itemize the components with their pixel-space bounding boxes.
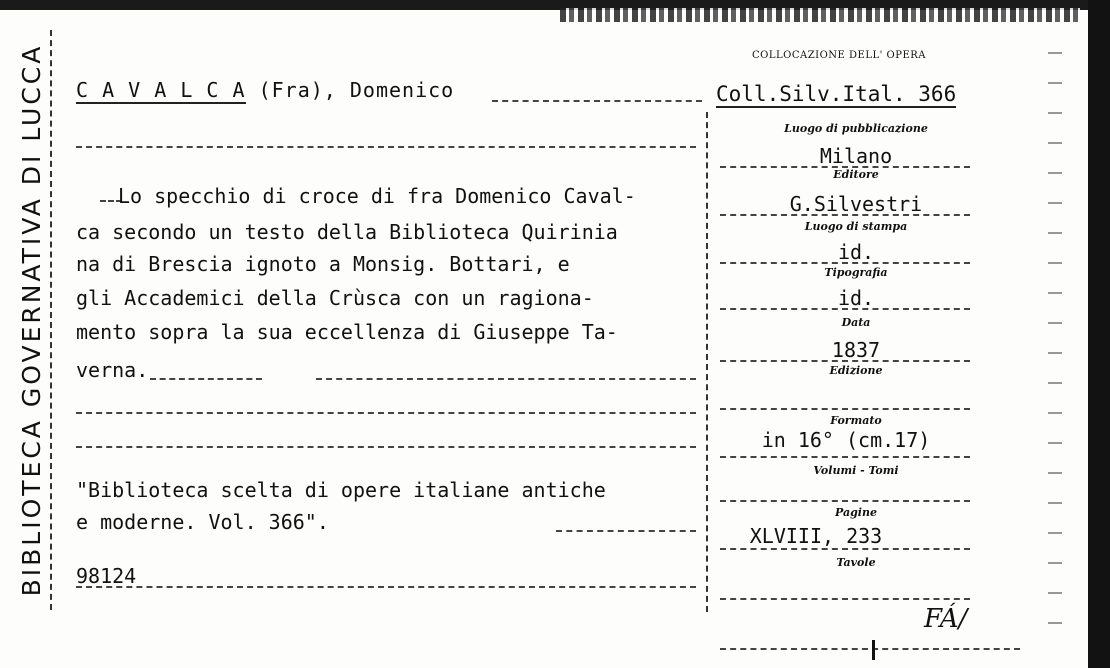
handwritten-initials: FÁ/	[924, 604, 968, 634]
value-data: 1837	[831, 338, 881, 362]
blank-rule-1	[76, 146, 696, 148]
title-line-5: mento sopra la sua eccellenza di Giuseppe Ta-	[76, 320, 618, 344]
author-heading	[76, 78, 454, 102]
label-volumi-tomi: Volumi - Tomi	[813, 464, 899, 477]
blank-rule-2	[316, 378, 696, 380]
blank-rule-6	[76, 586, 696, 588]
label-formato: Formato	[830, 414, 882, 427]
title-line-4: gli Accademici della Crùsca con un ragiona-	[76, 286, 594, 310]
rule-tipografia	[720, 308, 970, 310]
title-end-rule	[150, 378, 262, 380]
rule-pagine	[720, 548, 970, 550]
title-line-1: Lo specchio di croce di fra Domenico Caval-	[118, 184, 636, 208]
title-line-2: ca secondo un testo della Biblioteca Quirinia	[76, 220, 618, 244]
label-luogo-stampa: Luogo di stampa	[804, 220, 908, 233]
value-formato: in 16° (cm.17)	[761, 428, 931, 452]
title-line-3: na di Brescia ignoto a Monsig. Bottari, e	[76, 252, 570, 276]
label-tavole: Tavole	[836, 556, 876, 569]
value-editore: G.Silvestri	[789, 192, 923, 216]
bottom-rule	[720, 648, 1020, 650]
author-rest: (Fra), Domenico	[258, 78, 455, 102]
scan-edge-top-noise	[560, 8, 1080, 22]
scan-edge-right	[1088, 0, 1110, 668]
label-luogo-pubblicazione: Luogo di pubblicazione	[784, 122, 928, 135]
blank-rule-5	[556, 530, 696, 532]
inventory-number: 98124	[76, 564, 137, 588]
label-tipografia: Tipografia	[824, 266, 888, 279]
blank-rule-4	[76, 446, 696, 448]
label-editore: Editore	[833, 168, 879, 181]
value-luogo-pubblicazione: Milano	[819, 144, 893, 168]
title-line-6: verna.	[76, 358, 149, 382]
rule-formato	[720, 456, 970, 458]
heading-rule	[492, 100, 702, 102]
shelfmark: Coll.Silv.Ital. 366	[716, 82, 957, 106]
label-edizione: Edizione	[829, 364, 883, 377]
series-line-1: "Biblioteca scelta di opere italiane antiche	[76, 478, 606, 502]
author-surname: C A V A L C A	[76, 78, 246, 102]
value-luogo-stampa: id.	[837, 240, 875, 264]
label-pagine: Pagine	[835, 506, 877, 519]
bottom-tick-mark	[872, 640, 875, 660]
label-data: Data	[841, 316, 871, 329]
rule-edizione	[720, 408, 970, 410]
rule-editore	[720, 214, 970, 216]
left-margin-rule	[50, 30, 52, 610]
value-tipografia: id.	[837, 286, 875, 310]
series-line-2: e moderne. Vol. 366".	[76, 510, 329, 534]
rule-data	[720, 360, 970, 362]
scan-noise-right	[1048, 40, 1062, 640]
rule-luogo-stampa	[720, 262, 970, 264]
value-pagine: XLVIII, 233	[749, 524, 883, 548]
blank-rule-3	[76, 412, 696, 414]
library-name-vertical: BIBLIOTECA GOVERNATIVA DI LUCCA	[17, 43, 46, 597]
rule-volumi-tomi	[720, 500, 970, 502]
collocation-label: COLLOCAZIONE DELL' OPERA	[752, 50, 927, 61]
rule-tavole	[720, 598, 970, 600]
